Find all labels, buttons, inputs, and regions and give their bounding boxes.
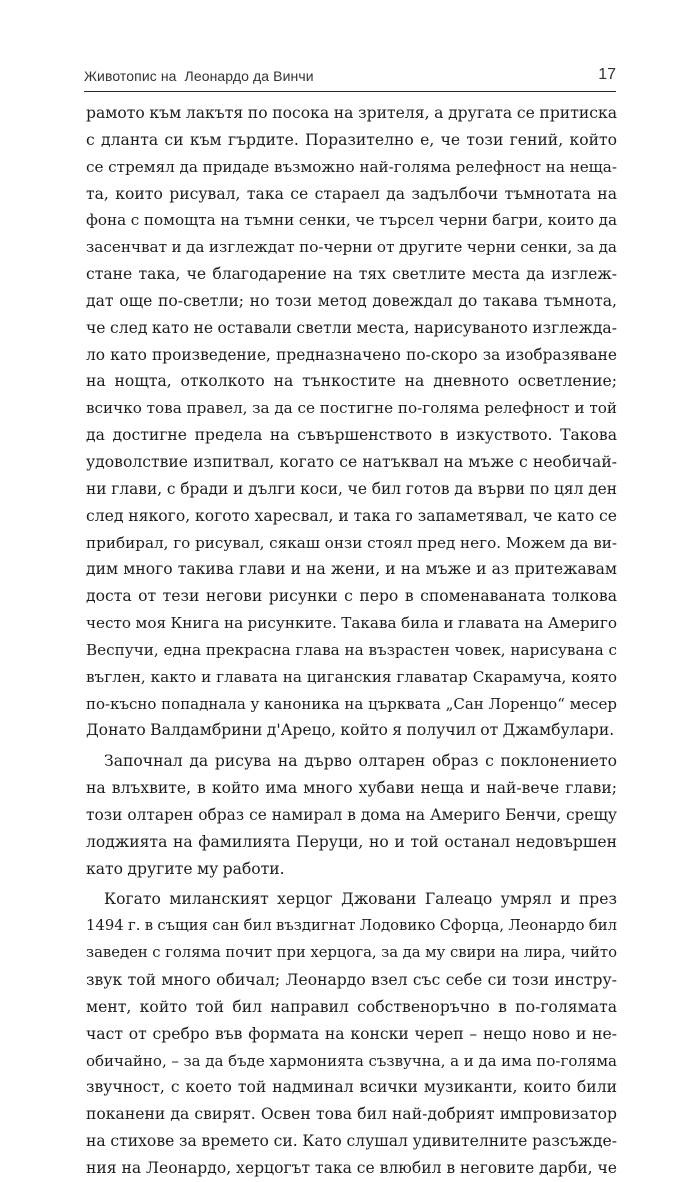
text-line: че след като не оставали светли места, нарисуваното изглежда- — [86, 318, 617, 337]
text-line: Веспучи, една прекрасна глава на възрастен човек, нарисувана с — [86, 640, 617, 659]
text-line: всичко това правел, за да се постигне по-голяма релефност и той — [86, 399, 617, 418]
text-line: стане така, че благодарение на тях светлите места да изглеж- — [86, 265, 617, 284]
text-line: звук той много обичал; Леонардо взел със себе си този инстру- — [86, 971, 617, 989]
text-line: след някого, когото харесвал, и така го запаметявал, че като се — [86, 506, 617, 525]
text-line: с дланта си към гърдите. Поразително е, че този гений, който — [86, 130, 617, 149]
text-line: обичайно, – за да бъде хармонията съзвучна, а и да има по-голяма — [86, 1051, 617, 1070]
book-title: Животопис на Леонардо да Винчи — [84, 68, 314, 84]
text-line: рамото към лакътя по посока на зрителя, а другата се притиска — [86, 104, 617, 122]
text-line: звучност, с което той надминал всички музиканти, които били — [86, 1078, 617, 1097]
text-line: мент, който той бил направил собственоръчно в по-голямата — [86, 997, 617, 1016]
text-line: ния на Леонардо, херцогът така се влюбил в неговите дарби, че — [86, 1158, 617, 1177]
text-line: засенчват и да изглеждат по-черни от другите черни сенки, за да — [86, 238, 617, 257]
text-line: прибирал, го рисувал, сякаш онзи стоял пред него. Можем да ви- — [86, 533, 617, 552]
header-rule — [84, 91, 616, 92]
text-line: въглен, както и главата на циганския главатар Скарамуча, която — [86, 667, 617, 686]
text-line: лоджията на фамилията Перуци, но и той останал недовършен — [86, 832, 617, 851]
text-line: дат още по-светли; но този метод довеждал до такава тъмнота, — [86, 291, 617, 310]
page-number: 17 — [598, 66, 616, 83]
text-line: дим много такива глави и на жени, и на мъже и аз притежавам — [86, 560, 617, 579]
text-line: та, които рисувал, така се стараел да задълбочи тъмнотата на — [86, 184, 617, 203]
text-line: на стихове за времето си. Като слушал удивителните разсъжде- — [86, 1132, 617, 1151]
text-line: фона с помощта на тъмни сенки, че търсел черни багри, които да — [86, 211, 617, 230]
text-line: често моя Книга на рисунките. Такава била и главата на Америго — [86, 614, 617, 633]
text-line: ло като произведение, предназначено по-скоро за изобразяване — [86, 345, 617, 364]
body-text — [86, 100, 617, 1182]
text-line: Когато миланският херцог Джовани Галеацо умрял и през — [104, 890, 617, 909]
text-line: на влъхвите, в който има много хубави неща и най-вече глави; — [86, 779, 617, 798]
text-line: поканени да свирят. Освен това бил най-добрият импровизатор — [86, 1105, 617, 1124]
text-line: Започнал да рисува на дърво олтарен образ с поклонението — [104, 752, 617, 771]
text-line: се стремял да придаде възможно най-голяма релефност на неща- — [86, 157, 617, 176]
text-line: като другите му работи. — [86, 859, 285, 878]
paragraph-1 — [86, 100, 617, 744]
paragraph-3 — [86, 886, 617, 1181]
text-line: на нощта, отколкото на тънкостите на дневното осветление; — [86, 372, 617, 391]
text-line: Донато Валдамбрини д'Арецо, който я получил от Джамбулари. — [86, 721, 615, 740]
text-line: по-късно попаднала у каноника на църквата „Сан Лоренцо“ месер — [86, 694, 617, 713]
paragraph-2 — [86, 748, 617, 882]
text-line: да достигне предела на съвършенството в изкуството. Такова — [86, 426, 617, 445]
text-line: част от сребро във формата на конски череп – нещо ново и не- — [86, 1024, 617, 1043]
text-line: 1494 г. в същия сан бил въздигнат Лодовико Сфорца, Леонардо бил — [86, 917, 617, 935]
text-line: удоволствие изпитвал, когато се натъквал на мъже с необичай- — [86, 452, 617, 471]
text-line: заведен с голяма почит при херцога, за да му свири на лира, чийто — [86, 944, 617, 962]
text-line: доста от тези негови рисунки с перо в споменаваната толкова — [86, 587, 617, 606]
text-line: ни глави, с бради и дълги коси, че бил готов да върви по цял ден — [86, 479, 617, 498]
running-header — [84, 66, 616, 90]
text-line: този олтарен образ се намирал в дома на Америго Бенчи, срещу — [86, 805, 617, 824]
